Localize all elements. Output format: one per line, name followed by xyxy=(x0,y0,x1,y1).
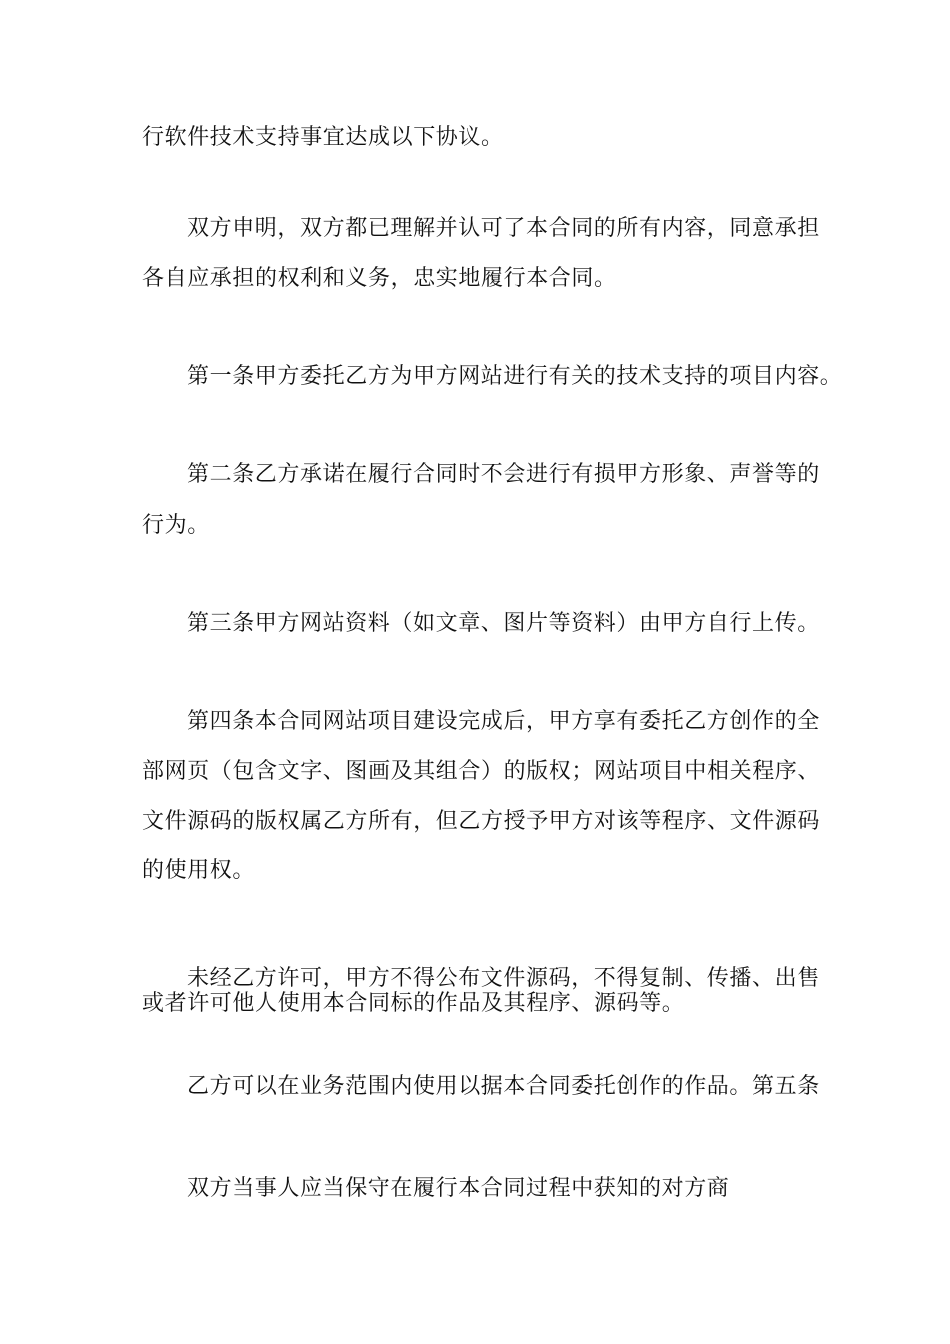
paragraph-line: 文件源码的版权属乙方所有，但乙方授予甲方对该等程序、文件源码 xyxy=(142,809,821,834)
article-3-line: 第三条甲方网站资料（如文章、图片等资料）由甲方自行上传。 xyxy=(187,611,820,636)
paragraph-line: 双方申明，双方都已理解并认可了本合同的所有内容，同意承担 xyxy=(187,216,820,241)
paragraph-line: 部网页（包含文字、图画及其组合）的版权；网站项目中相关程序、 xyxy=(142,759,821,784)
article-5-line: 双方当事人应当保守在履行本合同过程中获知的对方商 xyxy=(187,1176,730,1201)
paragraph-line: 行为。 xyxy=(142,513,210,538)
article-2-line: 第二条乙方承诺在履行合同时不会进行有损甲方形象、声誉等的 xyxy=(187,462,820,487)
article-1-line: 第一条甲方委托乙方为甲方网站进行有关的技术支持的项目内容。 xyxy=(187,364,843,389)
article-4-line: 第四条本合同网站项目建设完成后，甲方享有委托乙方创作的全 xyxy=(187,709,820,734)
paragraph-line: 乙方可以在业务范围内使用以据本合同委托创作的作品。第五条 xyxy=(187,1074,820,1099)
paragraph-line: 的使用权。 xyxy=(142,858,256,883)
paragraph-line: 未经乙方许可，甲方不得公布文件源码，不得复制、传播、出售 xyxy=(187,966,820,991)
paragraph-line: 行软件技术支持事宜达成以下协议。 xyxy=(142,125,504,150)
paragraph-line: 各自应承担的权利和义务，忠实地履行本合同。 xyxy=(142,266,617,291)
paragraph-line: 或者许可他人使用本合同标的作品及其程序、源码等。 xyxy=(142,991,685,1016)
